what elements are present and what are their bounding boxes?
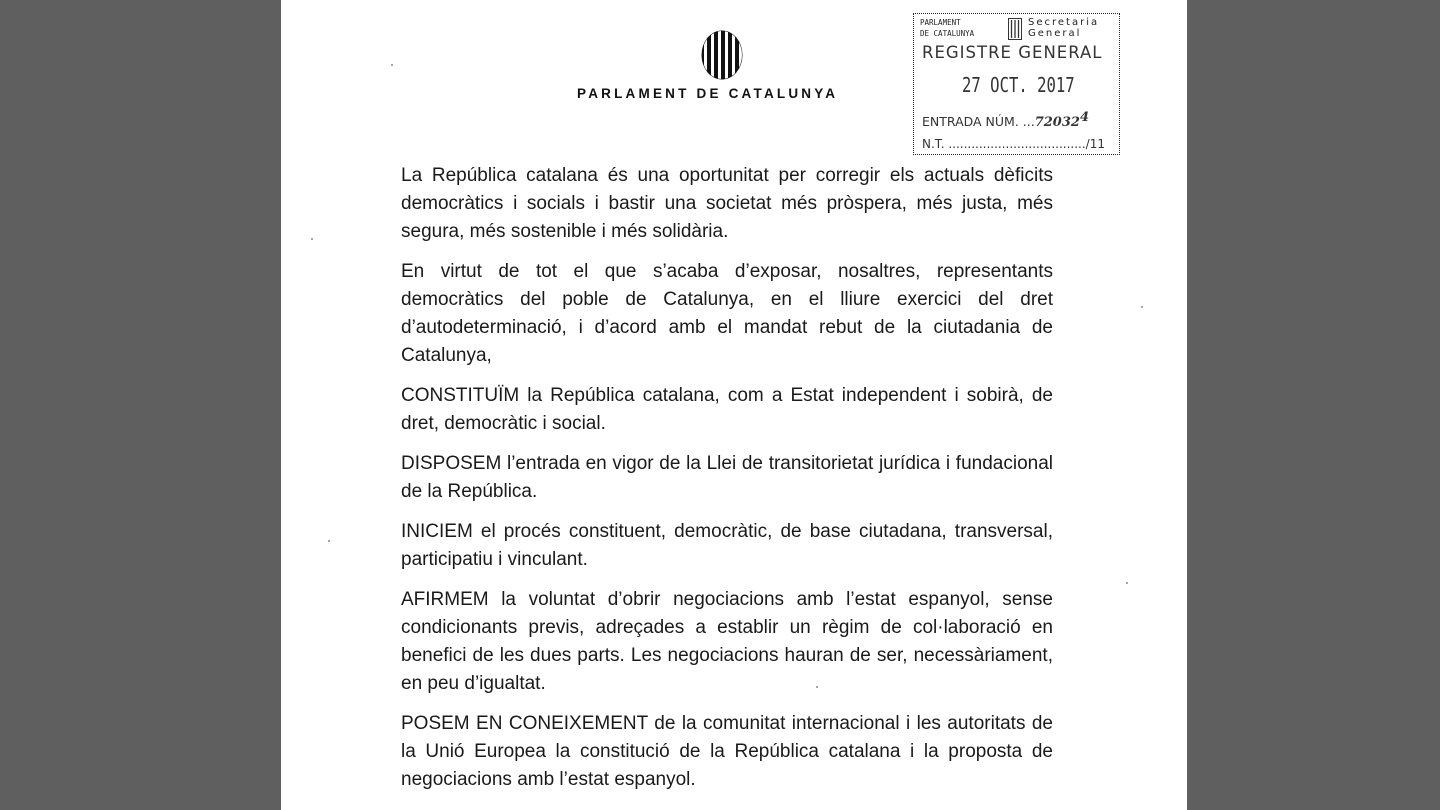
paragraph: DISPOSEM l’entrada en vigor de la Llei de transitorietat jurídica i fundacional de la República. (401, 453, 1053, 502)
document-page (281, 0, 1187, 810)
scan-speck (1126, 582, 1128, 584)
stamp-entry-number: 72032 (1034, 115, 1080, 131)
paragraph: La República catalana és una oportunitat per corregir els actuals dèficits democràtics i socials i bastir una societat més pròspera, més justa, més segura, més sostenible i més solidària. (401, 165, 1053, 242)
paragraph: POSEM EN CONEIXEMENT de la comunitat internacional i les autoritats de la Unió Europea la constitució de la República catalana i la proposta de negociacions amb l’estat espanyol. (401, 713, 1053, 790)
stamp-date: 27 OCT. 2017 (962, 73, 1075, 97)
registry-stamp (913, 13, 1120, 155)
paragraph: CONSTITUÏM la República catalana, com a Estat independent i sobirà, de dret, democràtic i social. (401, 385, 1053, 434)
stamp-organization (920, 17, 995, 39)
stamp-registry-title: REGISTRE GENERAL (922, 43, 1103, 62)
stamp-entry-suffix: 4 (1079, 110, 1089, 125)
scan-speck (391, 64, 393, 66)
scan-speck (1141, 306, 1143, 308)
stamp-dept-line1: Secretaria (1028, 17, 1100, 28)
scan-speck (311, 238, 313, 240)
stamp-dept-line2: General (1028, 28, 1082, 39)
paragraph: En virtut de tot el que s’acaba d’exposar, nosaltres, representants democràtics del poble de Catalunya, en el lliure exercici del dret d’autodeterminació, i d’acord amb el mandat rebut de la ciutadania de Catalunya, (401, 261, 1053, 366)
parliament-emblem-icon (700, 30, 744, 80)
document-body (401, 162, 1053, 806)
stamp-org-line1: PARLAMENT (920, 18, 961, 27)
stamp-seal-icon (1008, 18, 1022, 40)
scan-speck (328, 540, 330, 542)
paragraph: AFIRMEM la voluntat d’obrir negociacions amb l’estat espanyol, sense condicionants previs, adreçades a establir un règim de col·laboració en benefici de les dues parts. Les negociacions hauran de ser, necessàriament, en peu d’igualtat. (401, 589, 1053, 694)
stamp-department (1028, 17, 1123, 39)
stamp-org-line2: DE CATALUNYA (920, 29, 975, 38)
stamp-entry-label: ENTRADA NÚM. ... (922, 114, 1035, 130)
stamp-nt: N.T. ..................................../11 (922, 137, 1105, 151)
stamp-entry (922, 110, 1089, 130)
scan-speck (816, 686, 818, 688)
institution-name: PARLAMENT DE CATALUNYA (577, 86, 839, 101)
paragraph: INICIEM el procés constituent, democràtic, de base ciutadana, transversal, participatiu i vinculant. (401, 521, 1053, 570)
